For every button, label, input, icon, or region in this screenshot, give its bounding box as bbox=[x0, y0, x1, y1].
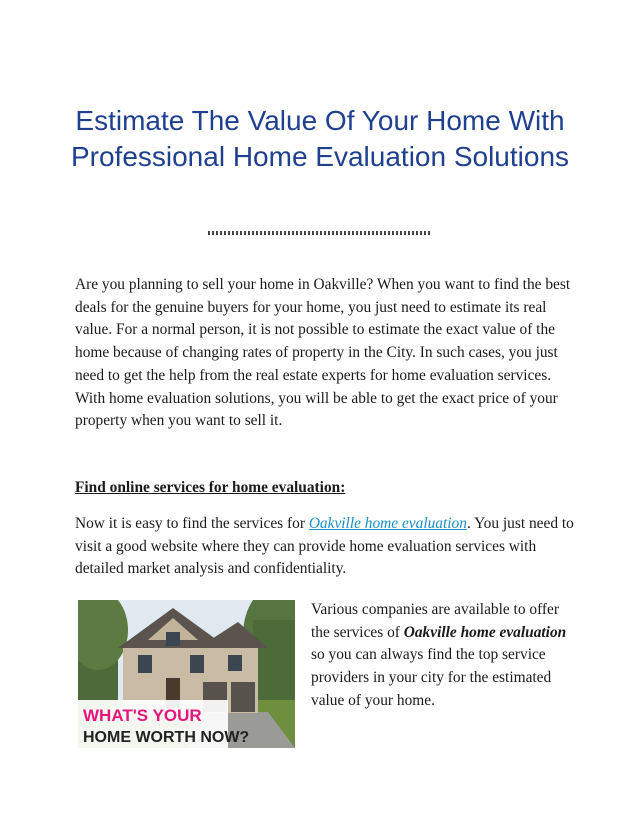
section-text-after-link: . You just need to visit a good website where they can provide home evaluation services with detailed market analysis and confidentiality. bbox=[75, 515, 574, 578]
title-divider bbox=[208, 231, 430, 235]
side-paragraph bbox=[311, 599, 571, 713]
section-paragraph bbox=[75, 513, 575, 581]
oakville-home-evaluation-link[interactable]: Oakville home evaluation bbox=[308, 515, 467, 532]
side-text-after-bold: so you can always find the top service providers in your city for the estimated value of your home. bbox=[311, 646, 552, 709]
home-worth-image bbox=[78, 600, 295, 748]
page-title: Estimate The Value Of Your Home With Professional Home Evaluation Solutions bbox=[70, 105, 570, 172]
image-text-line2: HOME WORTH NOW? bbox=[83, 729, 250, 746]
section-text-before-link: Now it is easy to find the services for bbox=[75, 515, 309, 532]
image-text-line1: WHAT'S YOUR bbox=[83, 706, 202, 725]
side-text-before-bold: Various companies are available to offer the services of bbox=[311, 601, 559, 641]
intro-paragraph: Are you planning to sell your home in Oakville? When you want to find the best deals for the genuine buyers for your home, you just need to estimate its real value. For a normal person, it is not possible to estimate the exact value of the home because of changing rates of property in the City. In such cases, you just need to get the help from the real estate experts for home evaluation services. With home evaluation solutions, you will be able to get the exact price of your property when you want to sell it. bbox=[75, 276, 571, 430]
section-heading: Find online services for home evaluation: bbox=[75, 479, 346, 496]
side-bold-text: Oakville home evaluation bbox=[403, 623, 567, 641]
